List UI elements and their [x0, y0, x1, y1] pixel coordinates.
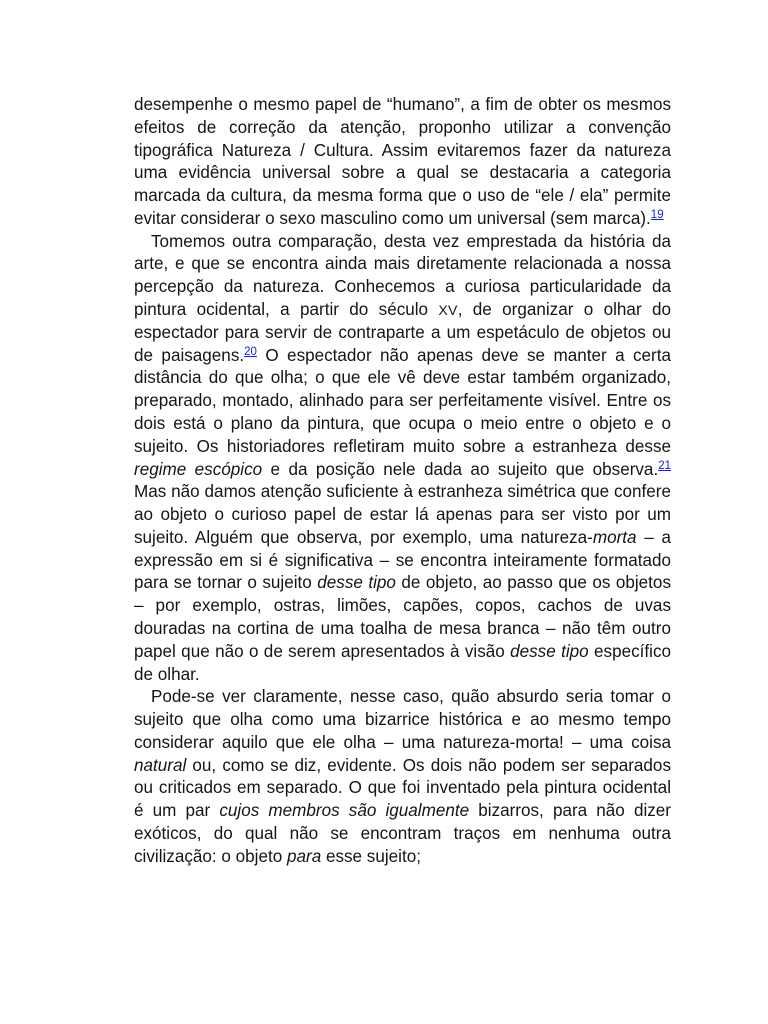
italic-text: desse tipo	[317, 573, 396, 593]
text-run: e da posição nele dada ao sujeito que observa.	[262, 459, 659, 479]
italic-text: para	[286, 846, 322, 866]
paragraph-2	[134, 231, 671, 687]
text-run: O espectador não apenas deve se manter a certa distância do que olha; o que ele vê deve estar também organizado, preparado, montado, alinhado para ser perfeitamente visível. Entre os dois está o plano da pintura, que ocupa o meio entre o objeto e o sujeito. Os historiadores refletiram muito sobre a estranheza desse	[134, 345, 672, 456]
document-page	[134, 94, 671, 869]
italic-text: natural	[134, 755, 187, 775]
footnote-link-21[interactable]: 21	[658, 459, 671, 472]
italic-text: regime escópico	[134, 459, 263, 479]
footnote-link-20[interactable]: 20	[244, 345, 257, 358]
text-run: , de organizar o olhar do espectador para servir de contraparte a um espetáculo de objetos ou de paisagens.	[134, 300, 671, 365]
text-run: ou, como se diz, evidente. Os dois não podem ser separados ou criticados em separado. O que foi inventado pela pintura ocidental é um par	[134, 755, 671, 821]
text-run: específico de olhar.	[134, 641, 671, 684]
paragraph-3	[134, 686, 671, 868]
text-run: Mas não damos atenção suficiente à estranheza simétrica que confere ao objeto o curioso papel de estar lá apenas para ser visto por um sujeito. Alguém que observa, por exemplo, uma natureza-	[134, 482, 671, 547]
text-run: Pode-se ver claramente, nesse caso, quão absurdo seria tomar o sujeito que olha como uma bizarrice histórica e ao mesmo tempo considerar aquilo que ele olha – uma natureza-morta! – uma coisa	[134, 687, 671, 752]
text-run: desempenhe o mesmo papel de “humano”, a fim de obter os mesmos efeitos de correção da atenção, proponho utilizar a convenção tipográfica Natureza / Cultura. Assim evitaremos fazer da natureza uma evidência universal sobre a qual se destacaria a categoria marcada da cultura, da mesma forma que o uso de “ele / ela” permite evitar considerar o sexo masculino como um universal (sem marca).	[134, 95, 671, 228]
text-run: – a expressão em si é significativa – se encontra inteiramente formatado para se tornar o sujeito	[134, 527, 671, 593]
italic-text: desse tipo	[510, 641, 589, 661]
text-run: Tomemos outra comparação, desta vez emprestada da história da arte, e que se encontra ainda mais diretamente relacionada a nossa percepção da natureza. Conhecemos a curiosa particularidade da pintura ocidental, a partir do século	[134, 231, 671, 320]
small-caps-text: XV	[438, 302, 458, 319]
italic-text: cujos membros são igualmente	[219, 801, 470, 821]
footnote-link-19[interactable]: 19	[650, 208, 664, 221]
text-run: de objeto, ao passo que os objetos – por exemplo, ostras, limões, capões, copos, cachos de uvas douradas na cortina de uma toalha de mesa branca – não têm outro papel que não o de serem apresentados à visão	[134, 573, 671, 661]
italic-text: morta	[592, 527, 637, 547]
text-run: esse sujeito;	[321, 846, 421, 866]
text-run: bizarros, para não dizer exóticos, do qual não se encontram traços em nenhuma outra civilização: o objeto	[134, 801, 672, 866]
paragraph-1	[134, 94, 671, 231]
